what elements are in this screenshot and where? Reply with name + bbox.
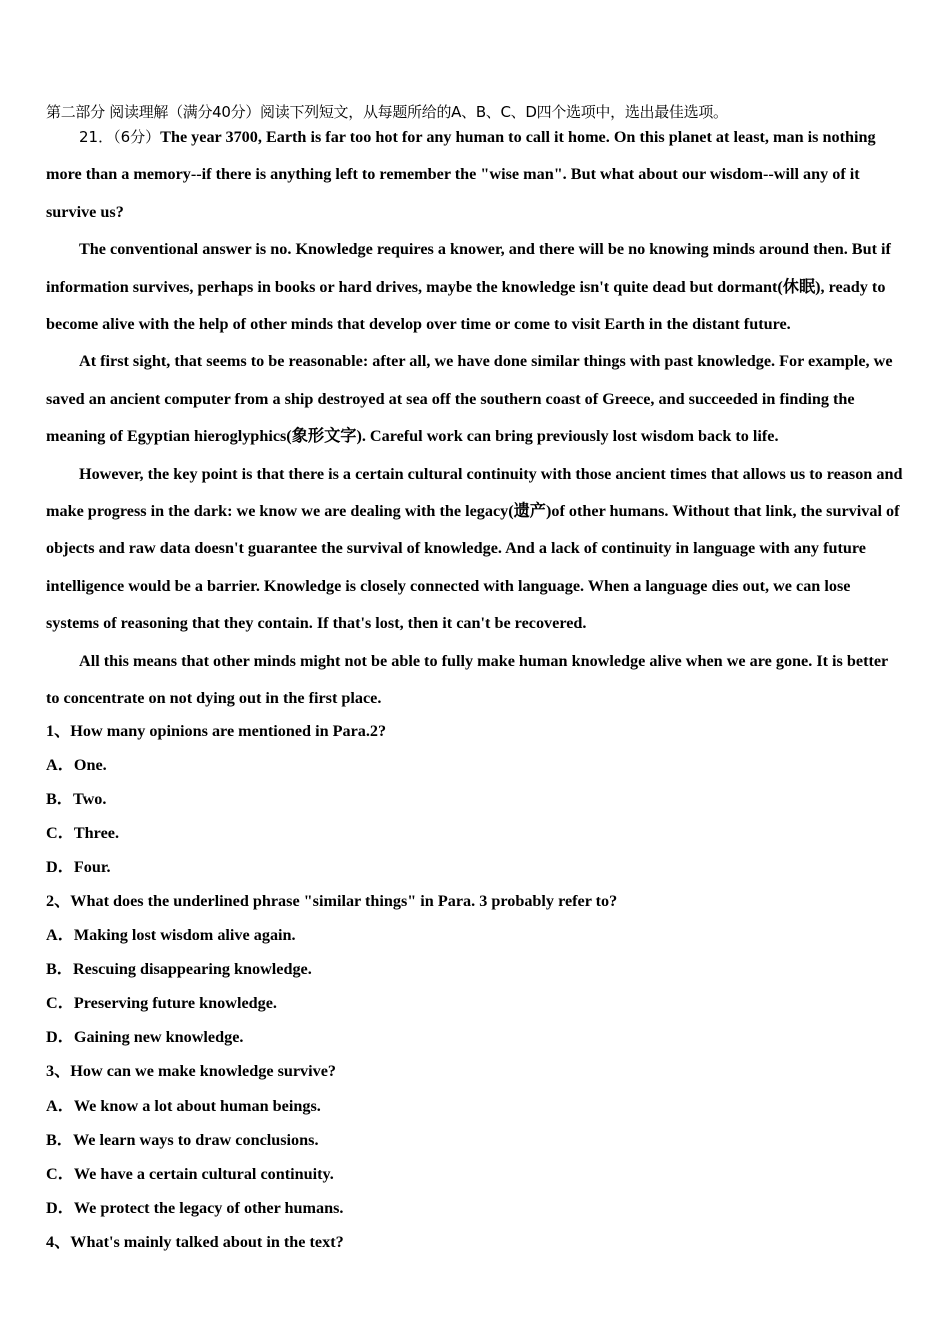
question-1-option-d: D．Four. [46, 857, 111, 876]
question-3-option-b: B．We learn ways to draw conclusions. [46, 1130, 319, 1149]
question-3-stem: 3、How can we make knowledge survive? [46, 1062, 337, 1081]
question-3-option-a: A．We know a lot about human beings. [46, 1096, 321, 1115]
document-page [46, 99, 904, 1259]
question-2-option-a: A．Making lost wisdom alive again. [46, 926, 296, 945]
question-1-option-c: C．Three. [46, 823, 119, 842]
passage-paragraph-1 [46, 119, 904, 231]
question-4-stem: 4、What's mainly talked about in the text? [46, 1232, 344, 1251]
question-1-option-b: B．Two. [46, 789, 107, 808]
passage-number: 21．（6分） [79, 128, 161, 146]
passage-paragraph-4: However, the key point is that there is a certain cultural continuity with those ancient times that allows us to reason and make progress in the dark: we know we are dealing with the legacy(遗产)of other humans. Without that link, the survival of objects and raw data doesn't guarantee the survival of knowledge. And a lack of continuity in language with any future intelligence would be a barrier. Knowledge is closely connected with language. When a language dies out, we can lose systems of reasoning that they contain. If that's lost, then it can't be recovered. [46, 464, 903, 633]
question-2-option-d: D．Gaining new knowledge. [46, 1028, 244, 1047]
question-2-option-c: C．Preserving future knowledge. [46, 994, 277, 1013]
question-3-option-c: C．We have a certain cultural continuity. [46, 1164, 334, 1183]
passage-paragraph-5: All this means that other minds might not be able to fully make human knowledge alive when we are gone. It is better to concentrate on not dying out in the first place. [46, 651, 888, 708]
question-2-option-b: B．Rescuing disappearing knowledge. [46, 960, 312, 979]
question-1-stem: 1、How many opinions are mentioned in Para.2? [46, 721, 387, 740]
questions-list [46, 714, 904, 1260]
passage-paragraph-3: At first sight, that seems to be reasonable: after all, we have done similar things with past knowledge. For example, we saved an ancient computer from a ship destroyed at sea off the southern coast of Greece, and succeeded in finding the meaning of Egyptian hieroglyphics(象形文字). Careful work can bring previously lost wisdom back to life. [46, 352, 893, 446]
paragraph-text: The year 3700, Earth is far too hot for any human to call it home. On this planet at least, man is nothing more than a memory--if there is anything left to remember the "wise man". But what about our wisdom--will any of it survive us? [46, 128, 876, 221]
section-header: 第二部分 阅读理解（满分40分）阅读下列短文，从每题所给的A、B、C、D四个选项中，选出最佳选项。 [46, 103, 728, 121]
passage-paragraph-2: The conventional answer is no. Knowledge requires a knower, and there will be no knowing minds around then. But if information survives, perhaps in books or hard drives, maybe the knowledge isn't quite dead but dormant(休眠), ready to become alive with the help of other minds that develop over time or come to visit Earth in the distant future. [46, 240, 891, 334]
question-3-option-d: D．We protect the legacy of other humans. [46, 1198, 344, 1217]
question-2-stem: 2、What does the underlined phrase "similar things" in Para. 3 probably refer to? [46, 891, 618, 910]
question-1-option-a: A．One. [46, 755, 107, 774]
